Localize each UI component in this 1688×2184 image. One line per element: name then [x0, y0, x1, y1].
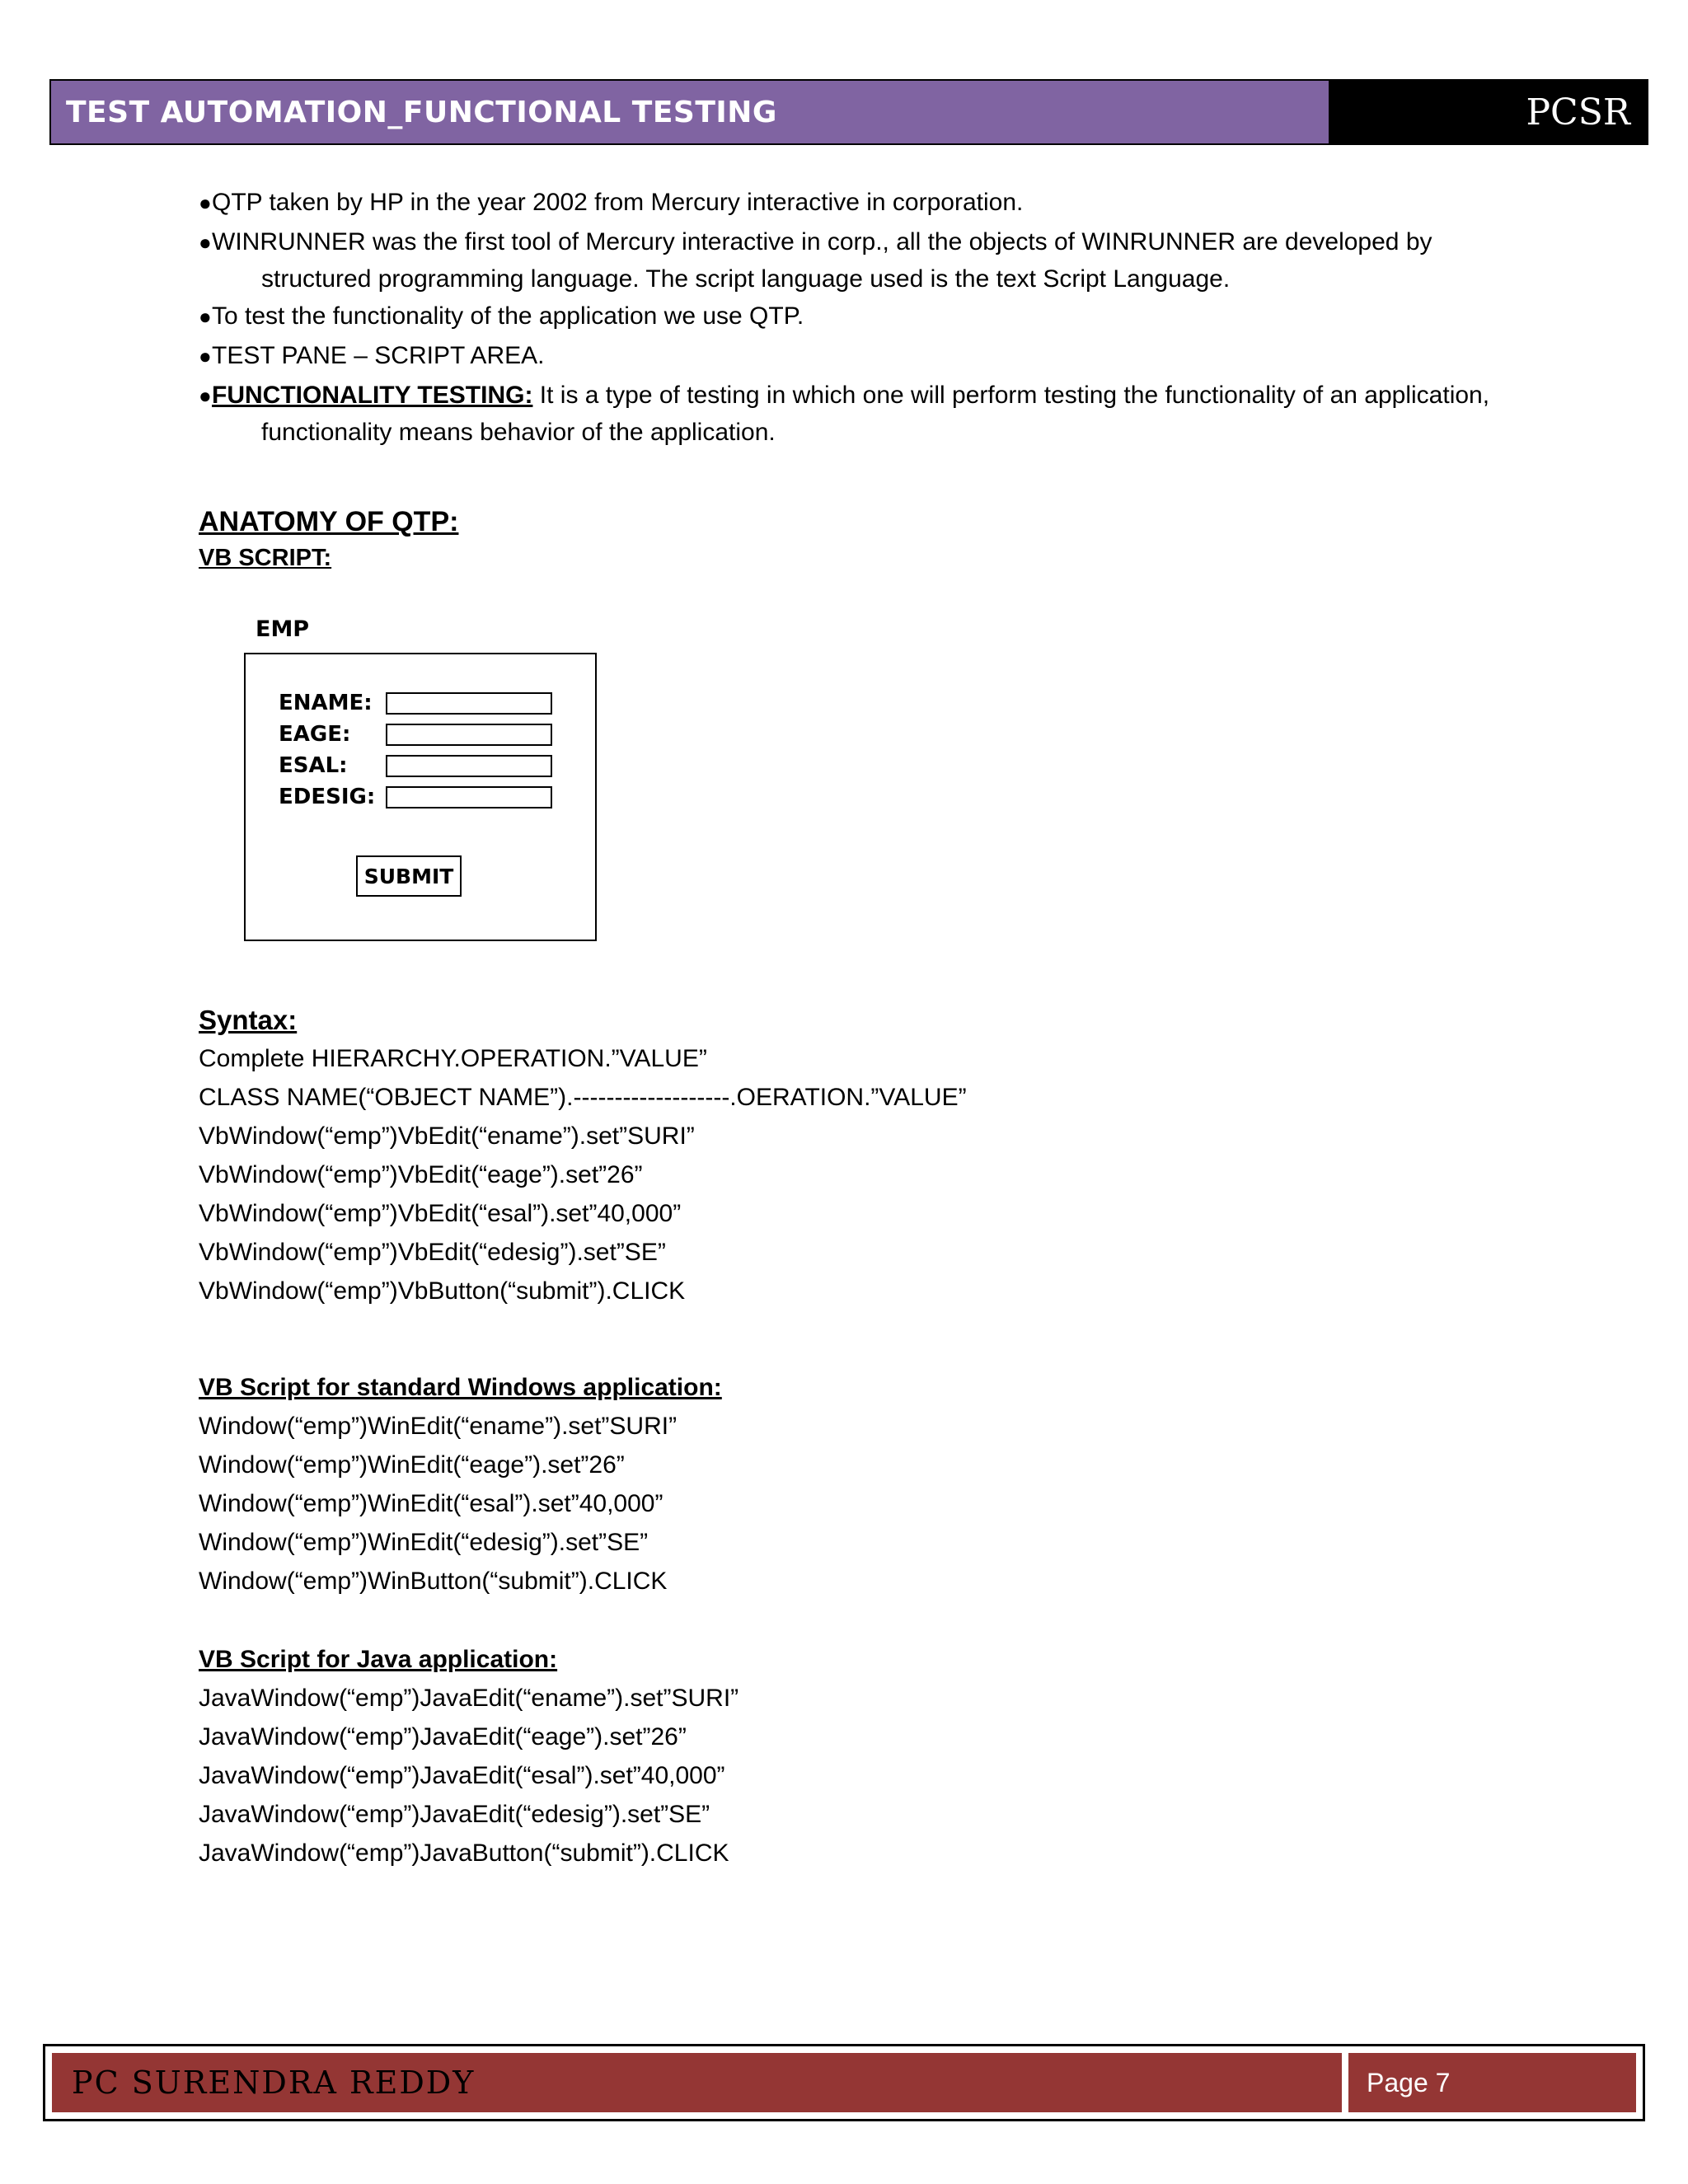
- bullet-list: [199, 183, 1559, 450]
- code-line: Window(“emp”)WinButton(“submit”).CLICK: [199, 1568, 668, 1595]
- form-row-edesig: [279, 785, 552, 809]
- bullet-continuation: structured programming language. The script language used is the text Script Language.: [261, 265, 1231, 293]
- form-label: ESAL:: [279, 753, 348, 778]
- list-item: [199, 336, 1559, 376]
- bullet-continuation: functionality means behavior of the application.: [261, 419, 776, 446]
- bullet-icon: ●: [199, 230, 212, 255]
- anatomy-heading: ANATOMY OF QTP:: [199, 506, 459, 537]
- code-line: Window(“emp”)WinEdit(“ename”).set”SURI”: [199, 1413, 678, 1440]
- bullet-icon: ●: [199, 304, 212, 329]
- footer-author: PC SURENDRA REDDY: [52, 2053, 1342, 2112]
- page-number: Page 7: [1348, 2053, 1636, 2112]
- form-row-esal: [279, 753, 552, 778]
- bullet-text: WINRUNNER was the first tool of Mercury interactive in corp., all the objects of WINRUNNER are developed by: [212, 228, 1432, 255]
- bullet-icon: ●: [199, 344, 212, 368]
- form-title: EMP: [256, 616, 310, 642]
- list-item: [199, 297, 1559, 336]
- main-content: [199, 183, 1559, 572]
- code-line: JavaWindow(“emp”)JavaEdit(“ename”).set”SURI”: [199, 1685, 739, 1712]
- java-section: [199, 1640, 738, 1872]
- vbscript-heading: VB SCRIPT:: [199, 545, 332, 571]
- bullet-icon: ●: [199, 190, 212, 215]
- code-line: VbWindow(“emp”)VbEdit(“eage”).set”26”: [199, 1161, 643, 1188]
- syntax-section: [199, 1001, 967, 1310]
- windows-section: [199, 1368, 722, 1601]
- page-footer: [43, 2044, 1645, 2121]
- page-header: [49, 79, 1648, 145]
- code-line: JavaWindow(“emp”)JavaEdit(“eage”).set”26”: [199, 1723, 687, 1750]
- list-item: [199, 376, 1559, 450]
- form-label: EAGE:: [279, 722, 351, 747]
- eage-field: [386, 724, 552, 746]
- code-line: Window(“emp”)WinEdit(“edesig”).set”SE”: [199, 1529, 649, 1556]
- form-label: EDESIG:: [279, 785, 376, 809]
- form-row-eage: [279, 722, 552, 747]
- bullet-text: It is a type of testing in which one will perform testing the functionality of an application,: [532, 382, 1490, 409]
- code-line: VbWindow(“emp”)VbEdit(“edesig”).set”SE”: [199, 1239, 666, 1266]
- bullet-text: TEST PANE – SCRIPT AREA.: [212, 342, 545, 369]
- header-brand: PCSR: [1329, 81, 1647, 143]
- bullet-icon: ●: [199, 383, 212, 408]
- ename-field: [386, 692, 552, 715]
- code-line: VbWindow(“emp”)VbEdit(“esal”).set”40,000”: [199, 1200, 682, 1227]
- code-line: JavaWindow(“emp”)JavaEdit(“edesig”).set”SE”: [199, 1801, 710, 1828]
- code-line: Complete HIERARCHY.OPERATION.”VALUE”: [199, 1045, 707, 1072]
- header-title: TEST AUTOMATION_FUNCTIONAL TESTING: [51, 81, 1329, 143]
- java-section-title: VB Script for Java application:: [199, 1646, 558, 1673]
- bullet-text: To test the functionality of the application we use QTP.: [212, 302, 804, 330]
- code-line: Window(“emp”)WinEdit(“eage”).set”26”: [199, 1451, 625, 1479]
- syntax-title: Syntax:: [199, 1005, 298, 1035]
- list-item: [199, 223, 1559, 297]
- code-line: JavaWindow(“emp”)JavaButton(“submit”).CLICK: [199, 1840, 729, 1867]
- code-line: Window(“emp”)WinEdit(“esal”).set”40,000”: [199, 1490, 663, 1517]
- list-item: [199, 183, 1559, 223]
- form-box: [244, 653, 597, 941]
- windows-section-title: VB Script for standard Windows application:: [199, 1374, 722, 1401]
- bullet-text: QTP taken by HP in the year 2002 from Mercury interactive in corporation.: [212, 189, 1024, 216]
- form-label: ENAME:: [279, 691, 373, 715]
- submit-button: SUBMIT: [356, 855, 462, 897]
- esal-field: [386, 755, 552, 777]
- form-row-ename: [279, 691, 552, 715]
- code-line: JavaWindow(“emp”)JavaEdit(“esal”).set”40,000”: [199, 1762, 725, 1789]
- code-line: VbWindow(“emp”)VbEdit(“ename”).set”SURI”: [199, 1122, 695, 1150]
- code-line: VbWindow(“emp”)VbButton(“submit”).CLICK: [199, 1277, 686, 1305]
- edesig-field: [386, 786, 552, 808]
- code-line: CLASS NAME(“OBJECT NAME”).-------------------.OERATION.”VALUE”: [199, 1084, 967, 1111]
- bullet-term: FUNCTIONALITY TESTING:: [212, 382, 533, 409]
